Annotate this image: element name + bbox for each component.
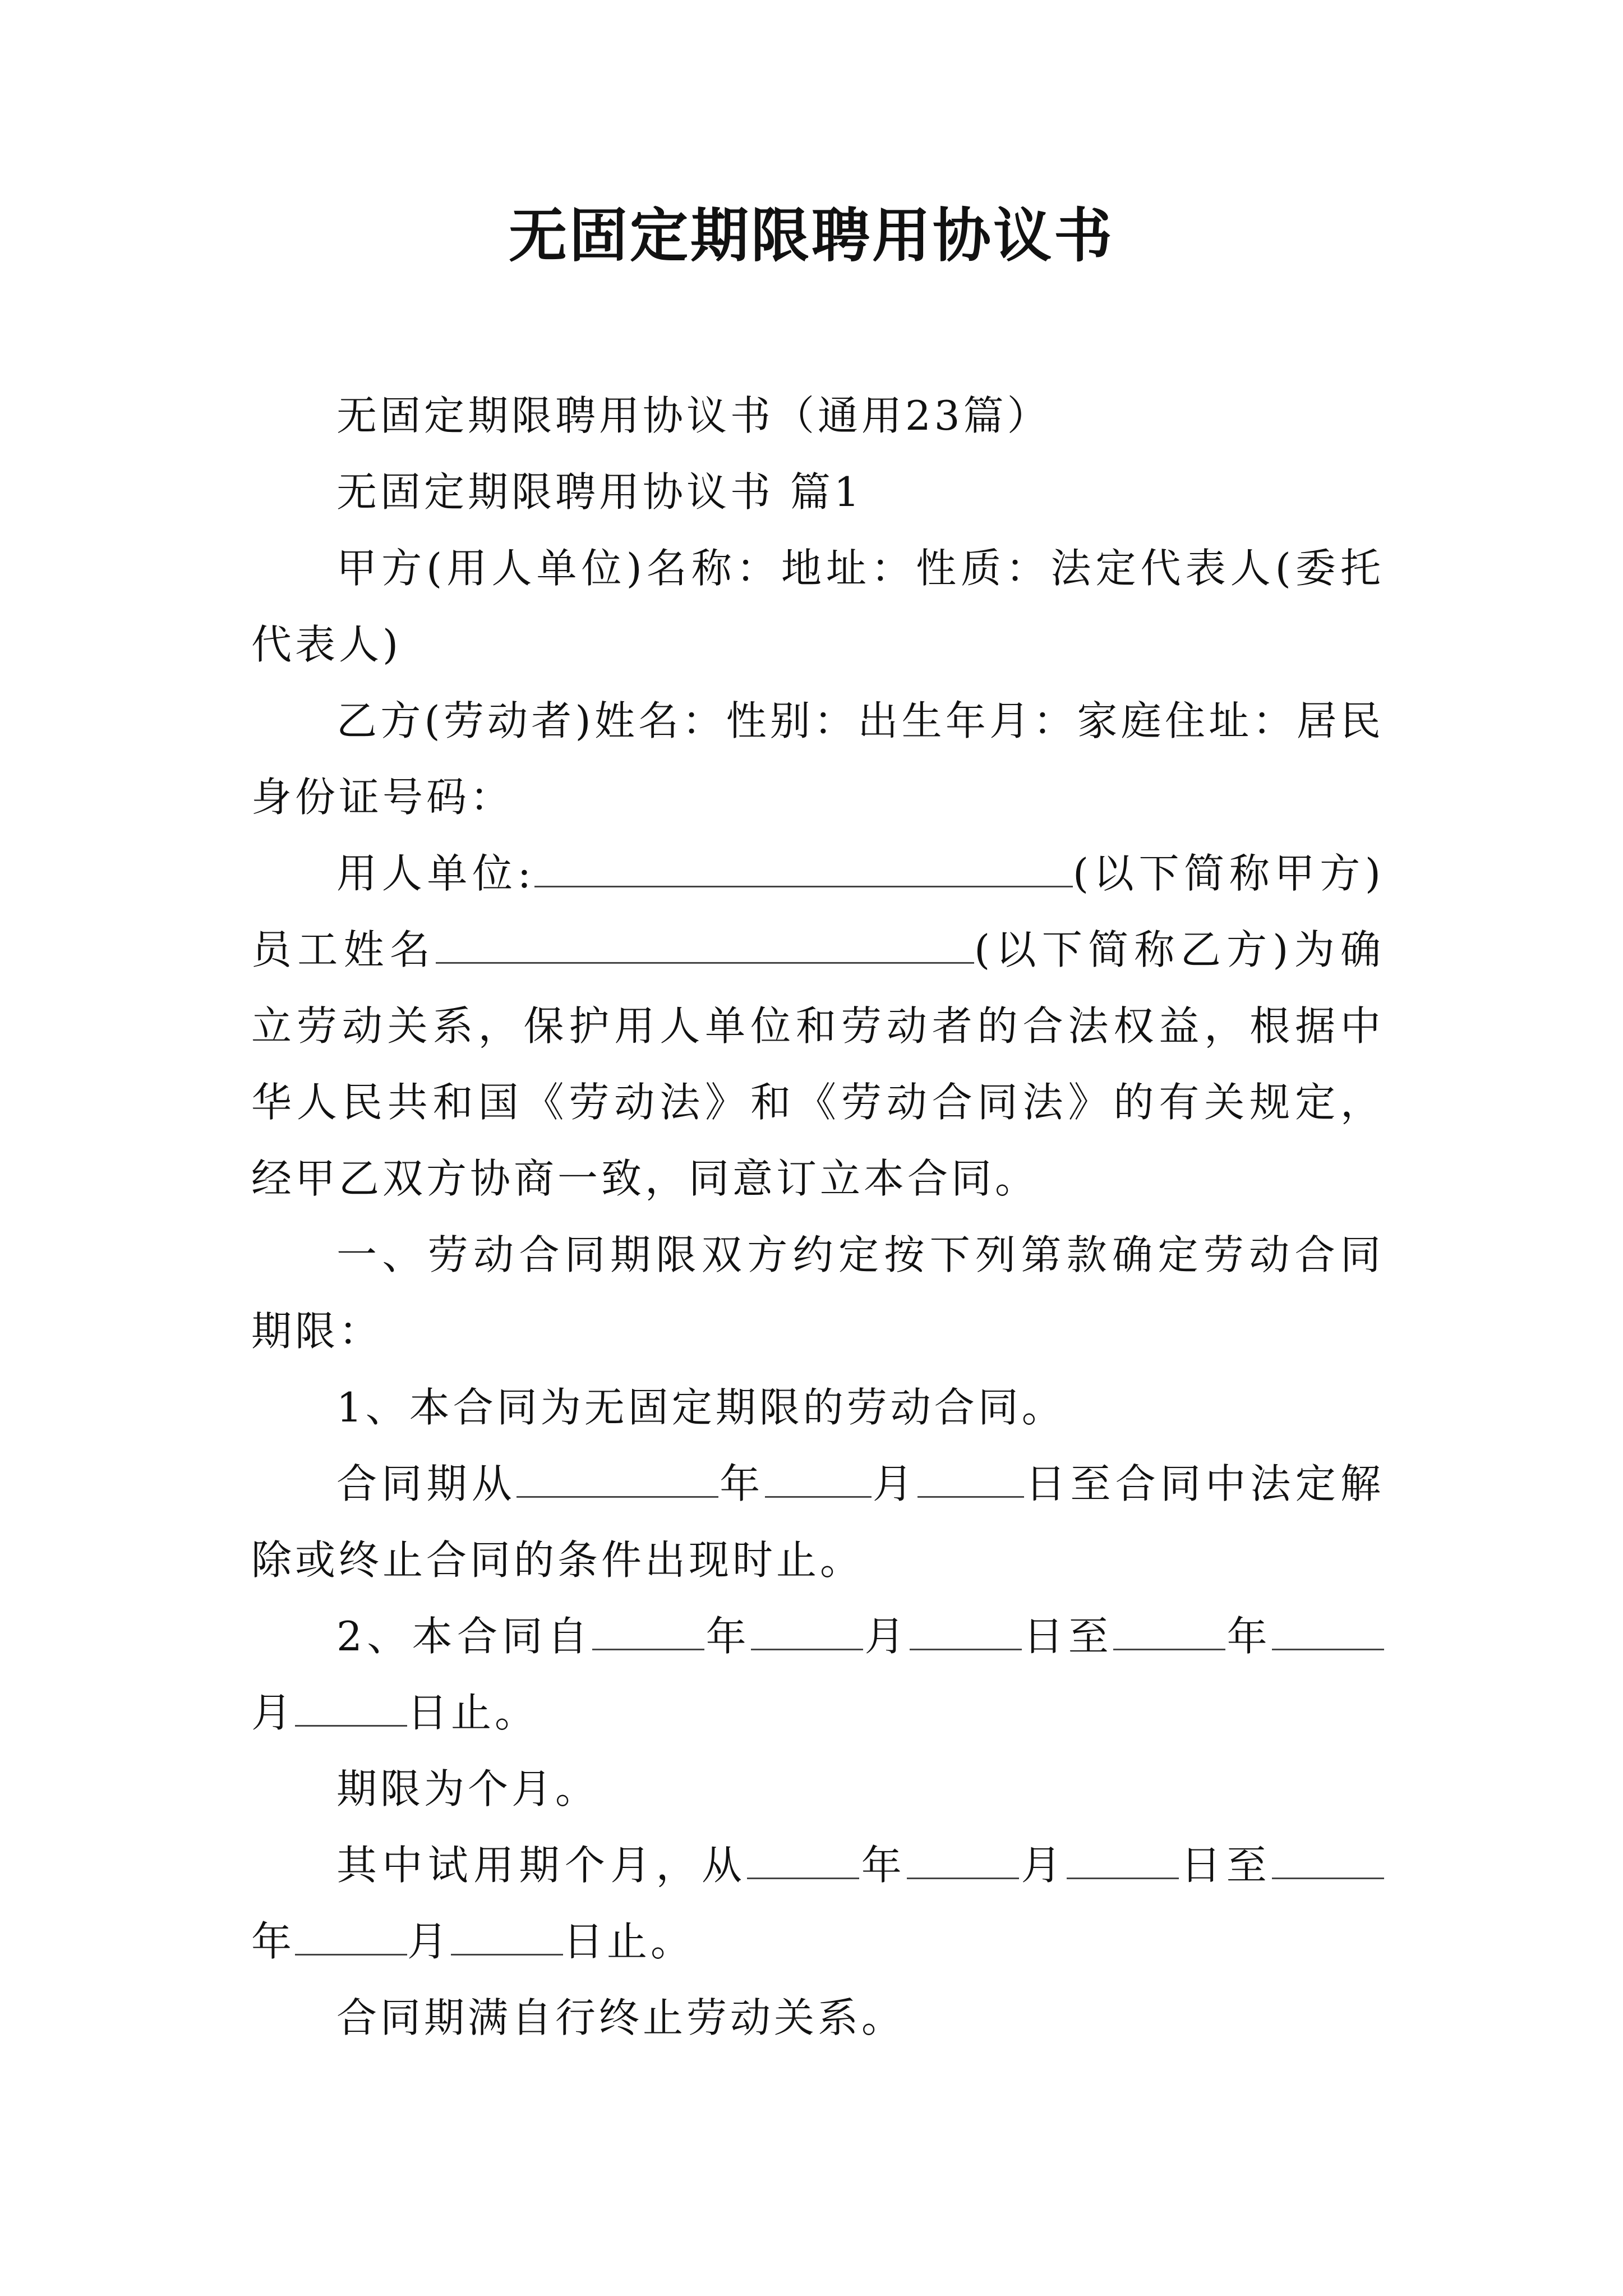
probation-label: 其中试用期个月，从 (336, 1842, 748, 1889)
prob-start-day-blank (1067, 1844, 1179, 1879)
prob-end-day-blank (451, 1920, 563, 1955)
prob-end-year-label: 年 (251, 1918, 296, 1965)
prob-start-year-label: 年 (859, 1842, 907, 1889)
start-month-label: 月 (863, 1613, 910, 1660)
end-month-blank (1272, 1615, 1384, 1650)
document-body (251, 378, 1384, 2056)
end-month-label: 月 (251, 1689, 296, 1736)
start-year-blank (592, 1615, 704, 1650)
end-day-blank (295, 1691, 407, 1727)
prob-end-month-blank (295, 1920, 407, 1955)
month-label: 月 (871, 1460, 917, 1507)
paragraph-term-period (251, 1446, 1384, 1598)
paragraph-probation (251, 1827, 1384, 1980)
year-blank (517, 1462, 718, 1498)
employer-name-blank (534, 852, 1073, 887)
paragraph-intro (251, 835, 1384, 1217)
end-label: 日止。 (407, 1689, 539, 1736)
paragraph-term-2 (251, 1598, 1384, 1751)
paragraph-term-1: 1、本合同为无固定期限的劳动合同。 (336, 1384, 1066, 1431)
prob-end-year-blank (1272, 1844, 1384, 1879)
paragraph-duration: 期限为个月。 (336, 1765, 600, 1812)
prob-start-year-blank (747, 1844, 859, 1879)
end-year-label: 年 (1225, 1613, 1272, 1660)
start-day-blank (910, 1615, 1022, 1650)
paragraph-party-b: 乙方(劳动者)姓名：性别：出生年月：家庭住址：居民身份证号码： (251, 697, 1384, 821)
term-period-text: 日至合同中法定解除或终止合同的条件出现时止。 (251, 1460, 1384, 1584)
prob-end-month-label: 月 (407, 1918, 451, 1965)
prob-day-to-label: 日至 (1178, 1842, 1272, 1889)
intro-text-1: (以下简称甲方)员工姓名 (251, 850, 1384, 973)
day-to-label: 日至 (1021, 1613, 1114, 1660)
intro-employer-label: 用人单位: (336, 850, 535, 897)
paragraph-section-heading: 无固定期限聘用协议书 篇1 (336, 468, 863, 516)
start-month-blank (751, 1615, 863, 1650)
paragraph-subtitle: 无固定期限聘用协议书（通用23篇） (336, 392, 1051, 439)
intro-text-2: (以下简称乙方)为确立劳动关系，保护用人单位和劳动者的合法权益，根据中华人民共和国《劳动法》和《劳动合同法》的有关规定，经甲乙双方协商一致，同意订立本合同。 (251, 926, 1384, 1202)
month-blank (765, 1462, 872, 1498)
term-2-label: 2、本合同自 (336, 1613, 593, 1660)
start-year-label: 年 (704, 1613, 751, 1660)
paragraph-term-heading: 一、劳动合同期限双方约定按下列第款确定劳动合同期限： (251, 1231, 1384, 1355)
prob-start-month-blank (907, 1844, 1019, 1879)
term-period-label: 合同期从 (336, 1460, 517, 1507)
prob-end-label: 日止。 (563, 1918, 695, 1965)
paragraph-expiry: 合同期满自行终止劳动关系。 (336, 1994, 906, 2041)
paragraph-party-a: 甲方(用人单位)名称：地址：性质：法定代表人(委托代表人) (251, 545, 1384, 668)
employee-name-blank (436, 928, 974, 964)
end-year-blank (1113, 1615, 1225, 1650)
prob-start-month-label: 月 (1019, 1842, 1067, 1889)
year-label: 年 (718, 1460, 765, 1507)
day-blank (917, 1462, 1024, 1498)
document-title: 无固定期限聘用协议书 (508, 201, 1114, 270)
